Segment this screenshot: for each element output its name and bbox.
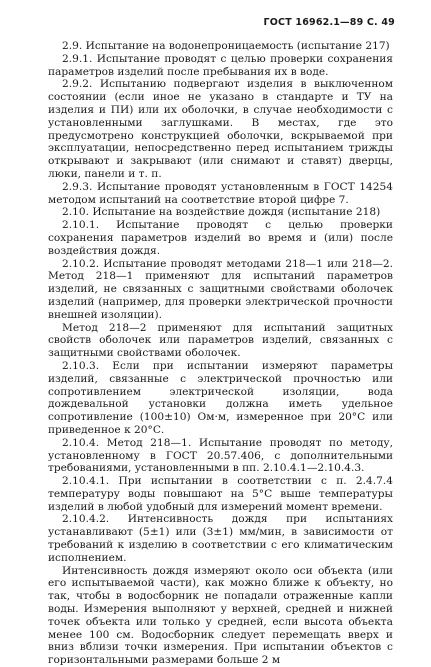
page-header: ГОСТ 16962.1—89 С. 49 [263, 17, 395, 28]
paragraph-method-218-2: Метод 218—2 применяют для испытаний защитных свойств оболочек или параметров изделий, связанных с защитными свойствами оболочек. [48, 321, 393, 360]
section-title-2-9: 2.9. Испытание на водонепроницаемость (испытание 217) [62, 40, 390, 52]
paragraph-2-10-2: 2.10.2. Испытание проводят методами 218—1 или 218—2. Метод 218—1 применяют для испытаний параметров изделий, не связанных с защитными свойствами оболочек изделий (например, для проверки электрической прочности внешней изоляции). [48, 257, 393, 321]
paragraph-2-10-4-1: 2.10.4.1. При испытании в соответствии с п. 2.4.7.4 температуру воды повышают на 5°С выше температуры изделий в любой удобный для измерений момент времени. [48, 475, 393, 513]
paragraph-2-9-1: 2.9.1. Испытание проводят с целью проверки сохранения параметров изделий после пребывания их в воде. [48, 52, 393, 78]
paragraph-2-9-3: 2.9.3. Испытание проводят установленным в ГОСТ 14254 методом испытаний на соответствие второй цифре 7. [48, 180, 393, 206]
paragraph-2-10-1: 2.10.1. Испытание проводят с целью проверки сохранения параметров изделий во время и (или) после воздействия дождя. [48, 219, 393, 257]
paragraph-2-10-3: 2.10.3. Если при испытании измеряют параметры изделий, связанные с электрической прочностью или сопротивлением электрической изоляции, вода дождевальной установки должна иметь удельное сопротивление (100±10) Ом·м, измеренное при 20°С или приведенное к 20°С. [48, 359, 393, 436]
paragraph-rain-intensity: Интенсивность дождя измеряют около оси объекта (или его испытываемой части), как можно ближе к объекту, но так, чтобы в водосборник не попадали отраженные капли воды. Измерения выполняют у верхней, средней и нижней точек объекта или только у средней, если высота объекта менее 100 см. Водосборник следует перемещать вверх и вниз вблизи точки измерения. При испытании объектов с горизонтальными размерами больше 2 м [48, 564, 393, 667]
section-title-2-10: 2.10. Испытание на воздействие дождя (испытание 218) [62, 206, 381, 219]
paragraph-2-10-4: 2.10.4. Метод 218—1. Испытание проводят по методу, установленному в ГОСТ 20.57.406, с дополнительными требованиями, установленными в пп. 2.10.4.1—2.10.4.3. [48, 436, 393, 475]
document-body [48, 40, 393, 667]
paragraph-2-9-2: 2.9.2. Испытанию подвергают изделия в выключенном состоянии (если иное не указано в стандарте и ТУ на изделия и ПИ) или их оболочки, в случае необходимости с установленными заглушками. В местах, где это предусмотрено конструкцией оболочки, вскрываемой при эксплуатации, непосредственно перед испытанием трижды открывают и закрывают (или снимают и ставят) дверцы, люки, панели и т. п. [48, 78, 393, 180]
paragraph-2-10-4-2: 2.10.4.2. Интенсивность дождя при испытаниях устанавливают (5±1) или (3±1) мм/мин, в зависимости от требований к изделию в соответствии с его климатическим исполнением. [48, 513, 393, 564]
